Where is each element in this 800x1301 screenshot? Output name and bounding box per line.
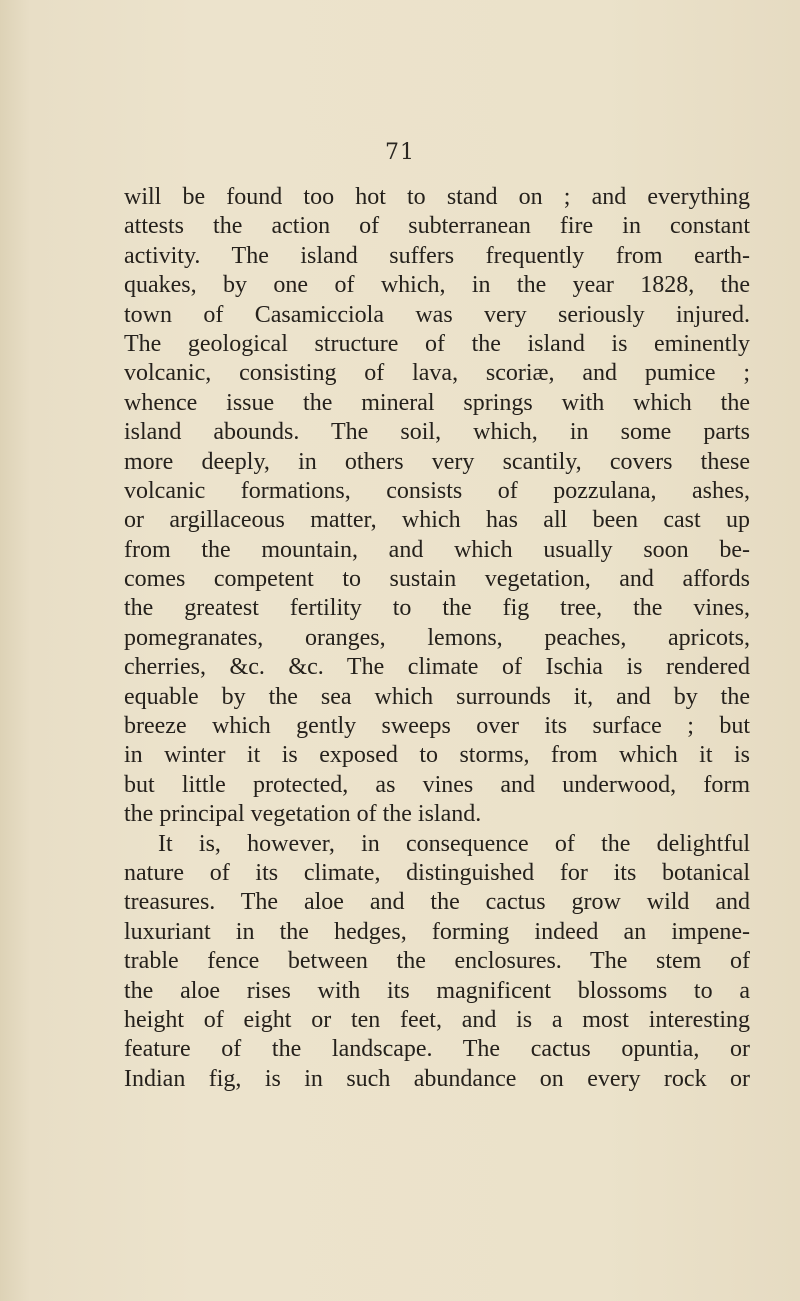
text-line: cherries, &c. &c. The climate of Ischia is rendered (124, 654, 750, 681)
text-line: nature of its climate, distinguished for its botanical (124, 859, 750, 886)
body-text (124, 183, 750, 1094)
text-line: breeze which gently sweeps over its surface ; but (124, 713, 750, 740)
text-line: island abounds. The soil, which, in some parts (124, 419, 750, 446)
text-line: attests the action of subterranean fire in constant (124, 213, 750, 240)
text-line: feature of the landscape. The cactus opuntia, or (124, 1036, 750, 1063)
text-line: from the mountain, and which usually soon be- (124, 536, 750, 563)
text-line: treasures. The aloe and the cactus grow wild and (124, 889, 750, 916)
text-line: trable fence between the enclosures. The stem of (124, 948, 750, 975)
text-line: luxuriant in the hedges, forming indeed an impene- (124, 918, 750, 945)
text-line: whence issue the mineral springs with which the (124, 389, 750, 416)
text-line: the principal vegetation of the island. (124, 801, 482, 828)
text-line: It is, however, in consequence of the delightful (158, 830, 750, 857)
text-line: the aloe rises with its magnificent blossoms to a (124, 977, 750, 1004)
text-line: in winter it is exposed to storms, from which it is (124, 742, 750, 769)
text-line: height of eight or ten feet, and is a most interesting (124, 1006, 750, 1033)
text-line: quakes, by one of which, in the year 1828, the (124, 272, 750, 299)
text-line: equable by the sea which surrounds it, and by the (124, 683, 750, 710)
text-line: town of Casamicciola was very seriously injured. (124, 301, 750, 328)
text-line: or argillaceous matter, which has all been cast up (124, 507, 750, 534)
text-line: activity. The island suffers frequently from earth- (124, 242, 750, 269)
text-line: pomegranates, oranges, lemons, peaches, apricots, (124, 624, 750, 651)
text-line: more deeply, in others very scantily, covers these (124, 448, 750, 475)
text-line: volcanic formations, consists of pozzulana, ashes, (124, 477, 750, 504)
page-number: 71 (385, 140, 415, 165)
text-line: volcanic, consisting of lava, scoriæ, and pumice ; (124, 360, 750, 387)
text-line: but little protected, as vines and underwood, form (124, 771, 750, 798)
text-line: comes competent to sustain vegetation, and affords (124, 566, 750, 593)
text-line: will be found too hot to stand on ; and everything (124, 184, 750, 210)
text-line: Indian fig, is in such abundance on every rock or (124, 1065, 750, 1092)
text-line: the greatest fertility to the fig tree, the vines, (124, 595, 750, 622)
text-line: The geological structure of the island is eminently (124, 330, 750, 357)
